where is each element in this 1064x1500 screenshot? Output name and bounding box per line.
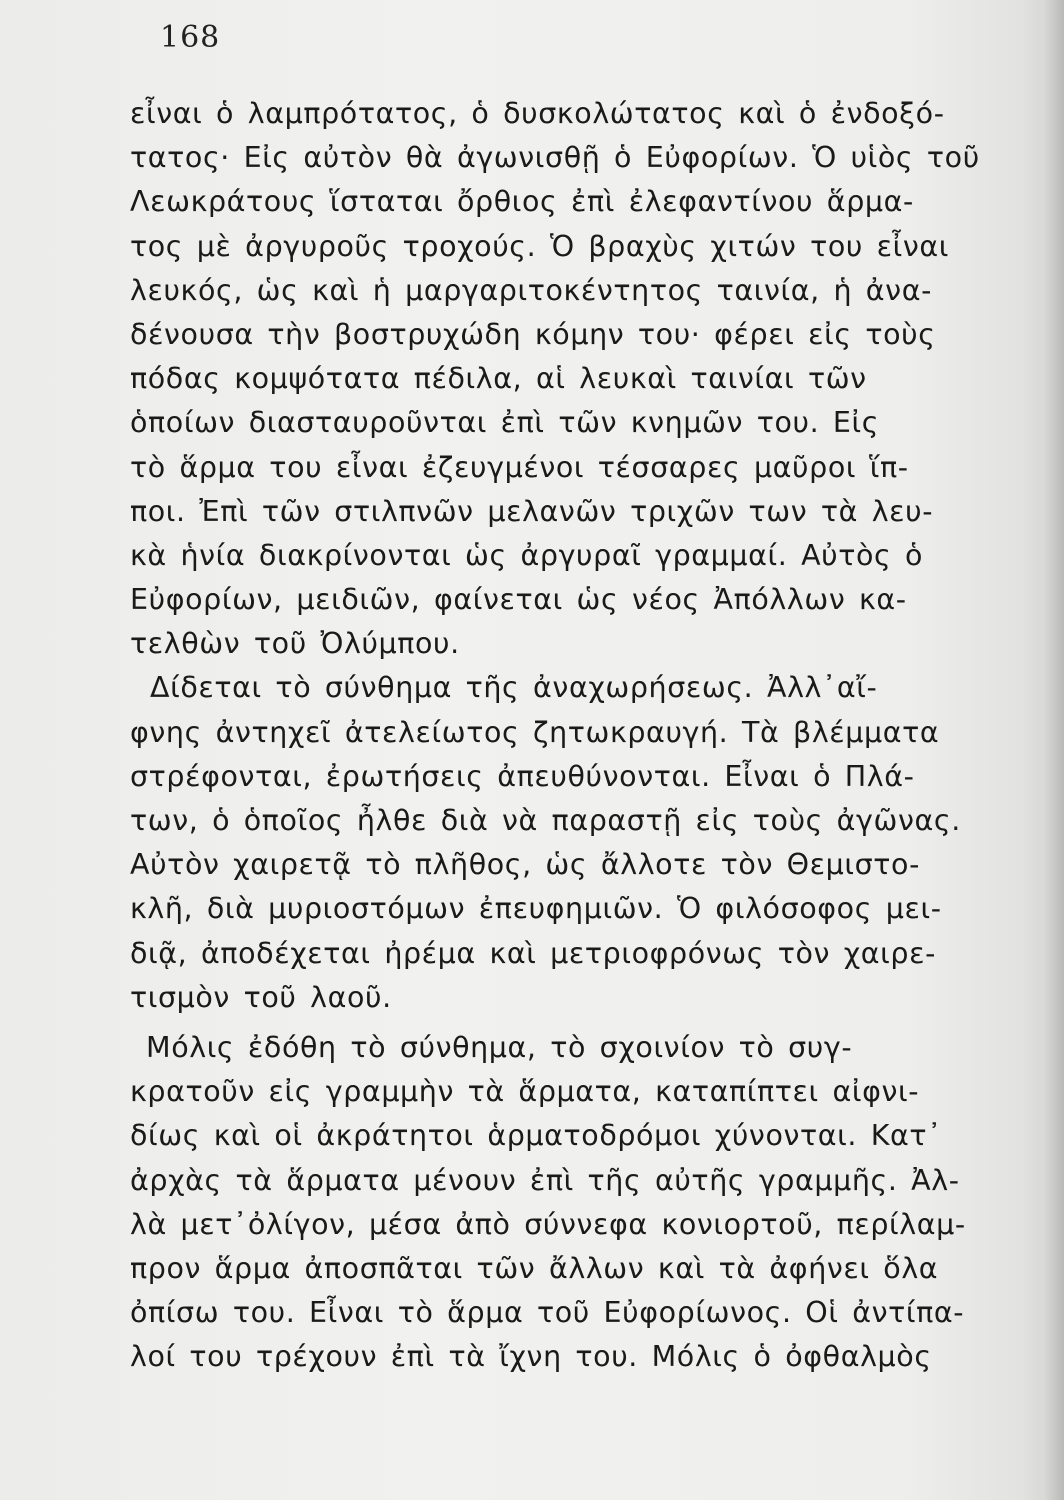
text-line: τελθὼν τοῦ Ὀλύμπου. bbox=[130, 627, 460, 661]
text-line: ποι. Ἐπὶ τῶν στιλπνῶν μελανῶν τριχῶν των τὰ λευ- bbox=[130, 494, 934, 528]
text-line: Μόλις ἐδόθη τὸ σύνθημα, τὸ σχοινίον τὸ συγ- bbox=[146, 1030, 853, 1064]
text-line: στρέφονται, ἐρωτήσεις ἀπευθύνονται. Εἶναι ὁ Πλά- bbox=[130, 759, 915, 793]
text-line: εἶναι ὁ λαμπρότατος, ὁ δυσκολώτατος καὶ ὁ ἐνδοξό- bbox=[130, 97, 945, 130]
text-line: τος μὲ ἀργυροῦς τροχούς. Ὁ βραχὺς χιτών του εἶναι bbox=[130, 229, 950, 263]
text-line: ὁποίων διασταυροῦνται ἐπὶ τῶν κνημῶν του. Εἰς bbox=[130, 406, 880, 440]
text-line: Εὐφορίων, μειδιῶν, φαίνεται ὡς νέος Ἀπόλλων κα- bbox=[130, 583, 907, 617]
text-line: φνης ἀντηχεῖ ἀτελείωτος ζητωκραυγή. Τὰ βλέμματα bbox=[130, 715, 940, 749]
text-line: Αὐτὸν χαιρετᾷ τὸ πλῆθος, ὡς ἄλλοτε τὸν Θεμιστο- bbox=[130, 848, 920, 882]
text-line: δίως καὶ οἱ ἀκράτητοι ἁρματοδρόμοι χύνονται. Κατ᾽ bbox=[130, 1119, 942, 1153]
page-edge-shadow bbox=[1042, 0, 1064, 1500]
text-line: κὰ ἡνία διακρίνονται ὡς ἀργυραῖ γραμμαί. Αὐτὸς ὁ bbox=[130, 538, 924, 572]
text-line: Λεωκράτους ἵσταται ὄρθιος ἐπὶ ἐλεφαντίνου ἅρμα- bbox=[130, 185, 914, 219]
text-line: λοί του τρέχουν ἐπὶ τὰ ἴχνη του. Μόλις ὁ ὀφθαλμὸς bbox=[130, 1340, 932, 1374]
text-line: των, ὁ ὁποῖος ἦλθε διὰ νὰ παραστῇ εἰς τοὺς ἀγῶνας. bbox=[130, 804, 961, 837]
text-line: ἀρχὰς τὰ ἅρματα μένουν ἐπὶ τῆς αὐτῆς γραμμῆς. Ἀλ- bbox=[130, 1163, 960, 1197]
text-line: Δίδεται τὸ σύνθημα τῆς ἀναχωρήσεως. Ἀλλ᾽αἴ- bbox=[150, 671, 878, 705]
text-line: ὀπίσω του. Εἶναι τὸ ἅρμα τοῦ Εὐφορίωνος. Οἱ ἀντίπα- bbox=[130, 1296, 965, 1330]
text-line: τατος· Εἰς αὐτὸν θὰ ἀγωνισθῇ ὁ Εὐφορίων. Ὁ υἱὸς τοῦ bbox=[130, 141, 980, 175]
page-number: 168 bbox=[160, 20, 221, 55]
text-line: κλῆ, διὰ μυριοστόμων ἐπευφημιῶν. Ὁ φιλόσοφος μει- bbox=[130, 892, 942, 926]
text-line: λευκός, ὡς καὶ ἡ μαργαριτοκέντητος ταινία, ἡ ἀνα- bbox=[130, 273, 932, 307]
body-text bbox=[130, 92, 980, 1379]
text-line: κρατοῦν εἰς γραμμὴν τὰ ἅρματα, καταπίπτει αἰφνι- bbox=[130, 1075, 920, 1109]
text-line: διᾷ, ἀποδέχεται ἠρέμα καὶ μετριοφρόνως τὸν χαιρε- bbox=[130, 936, 936, 970]
text-line: δένουσα τὴν βοστρυχώδη κόμην του· φέρει εἰς τοὺς bbox=[130, 317, 936, 351]
text-line: προν ἅρμα ἀποσπᾶται τῶν ἄλλων καὶ τὰ ἀφήνει ὅλα bbox=[130, 1251, 939, 1285]
text-line: τὸ ἅρμα του εἶναι ἐζευγμένοι τέσσαρες μαῦροι ἵπ- bbox=[130, 450, 909, 484]
text-line: τισμὸν τοῦ λαοῦ. bbox=[130, 980, 392, 1014]
text-line: λὰ μετ᾽ὀλίγον, μέσα ἀπὸ σύννεφα κονιορτοῦ, περίλαμ- bbox=[130, 1207, 966, 1241]
text-line: πόδας κομψότατα πέδιλα, αἱ λευκαὶ ταινίαι τῶν bbox=[130, 362, 867, 396]
